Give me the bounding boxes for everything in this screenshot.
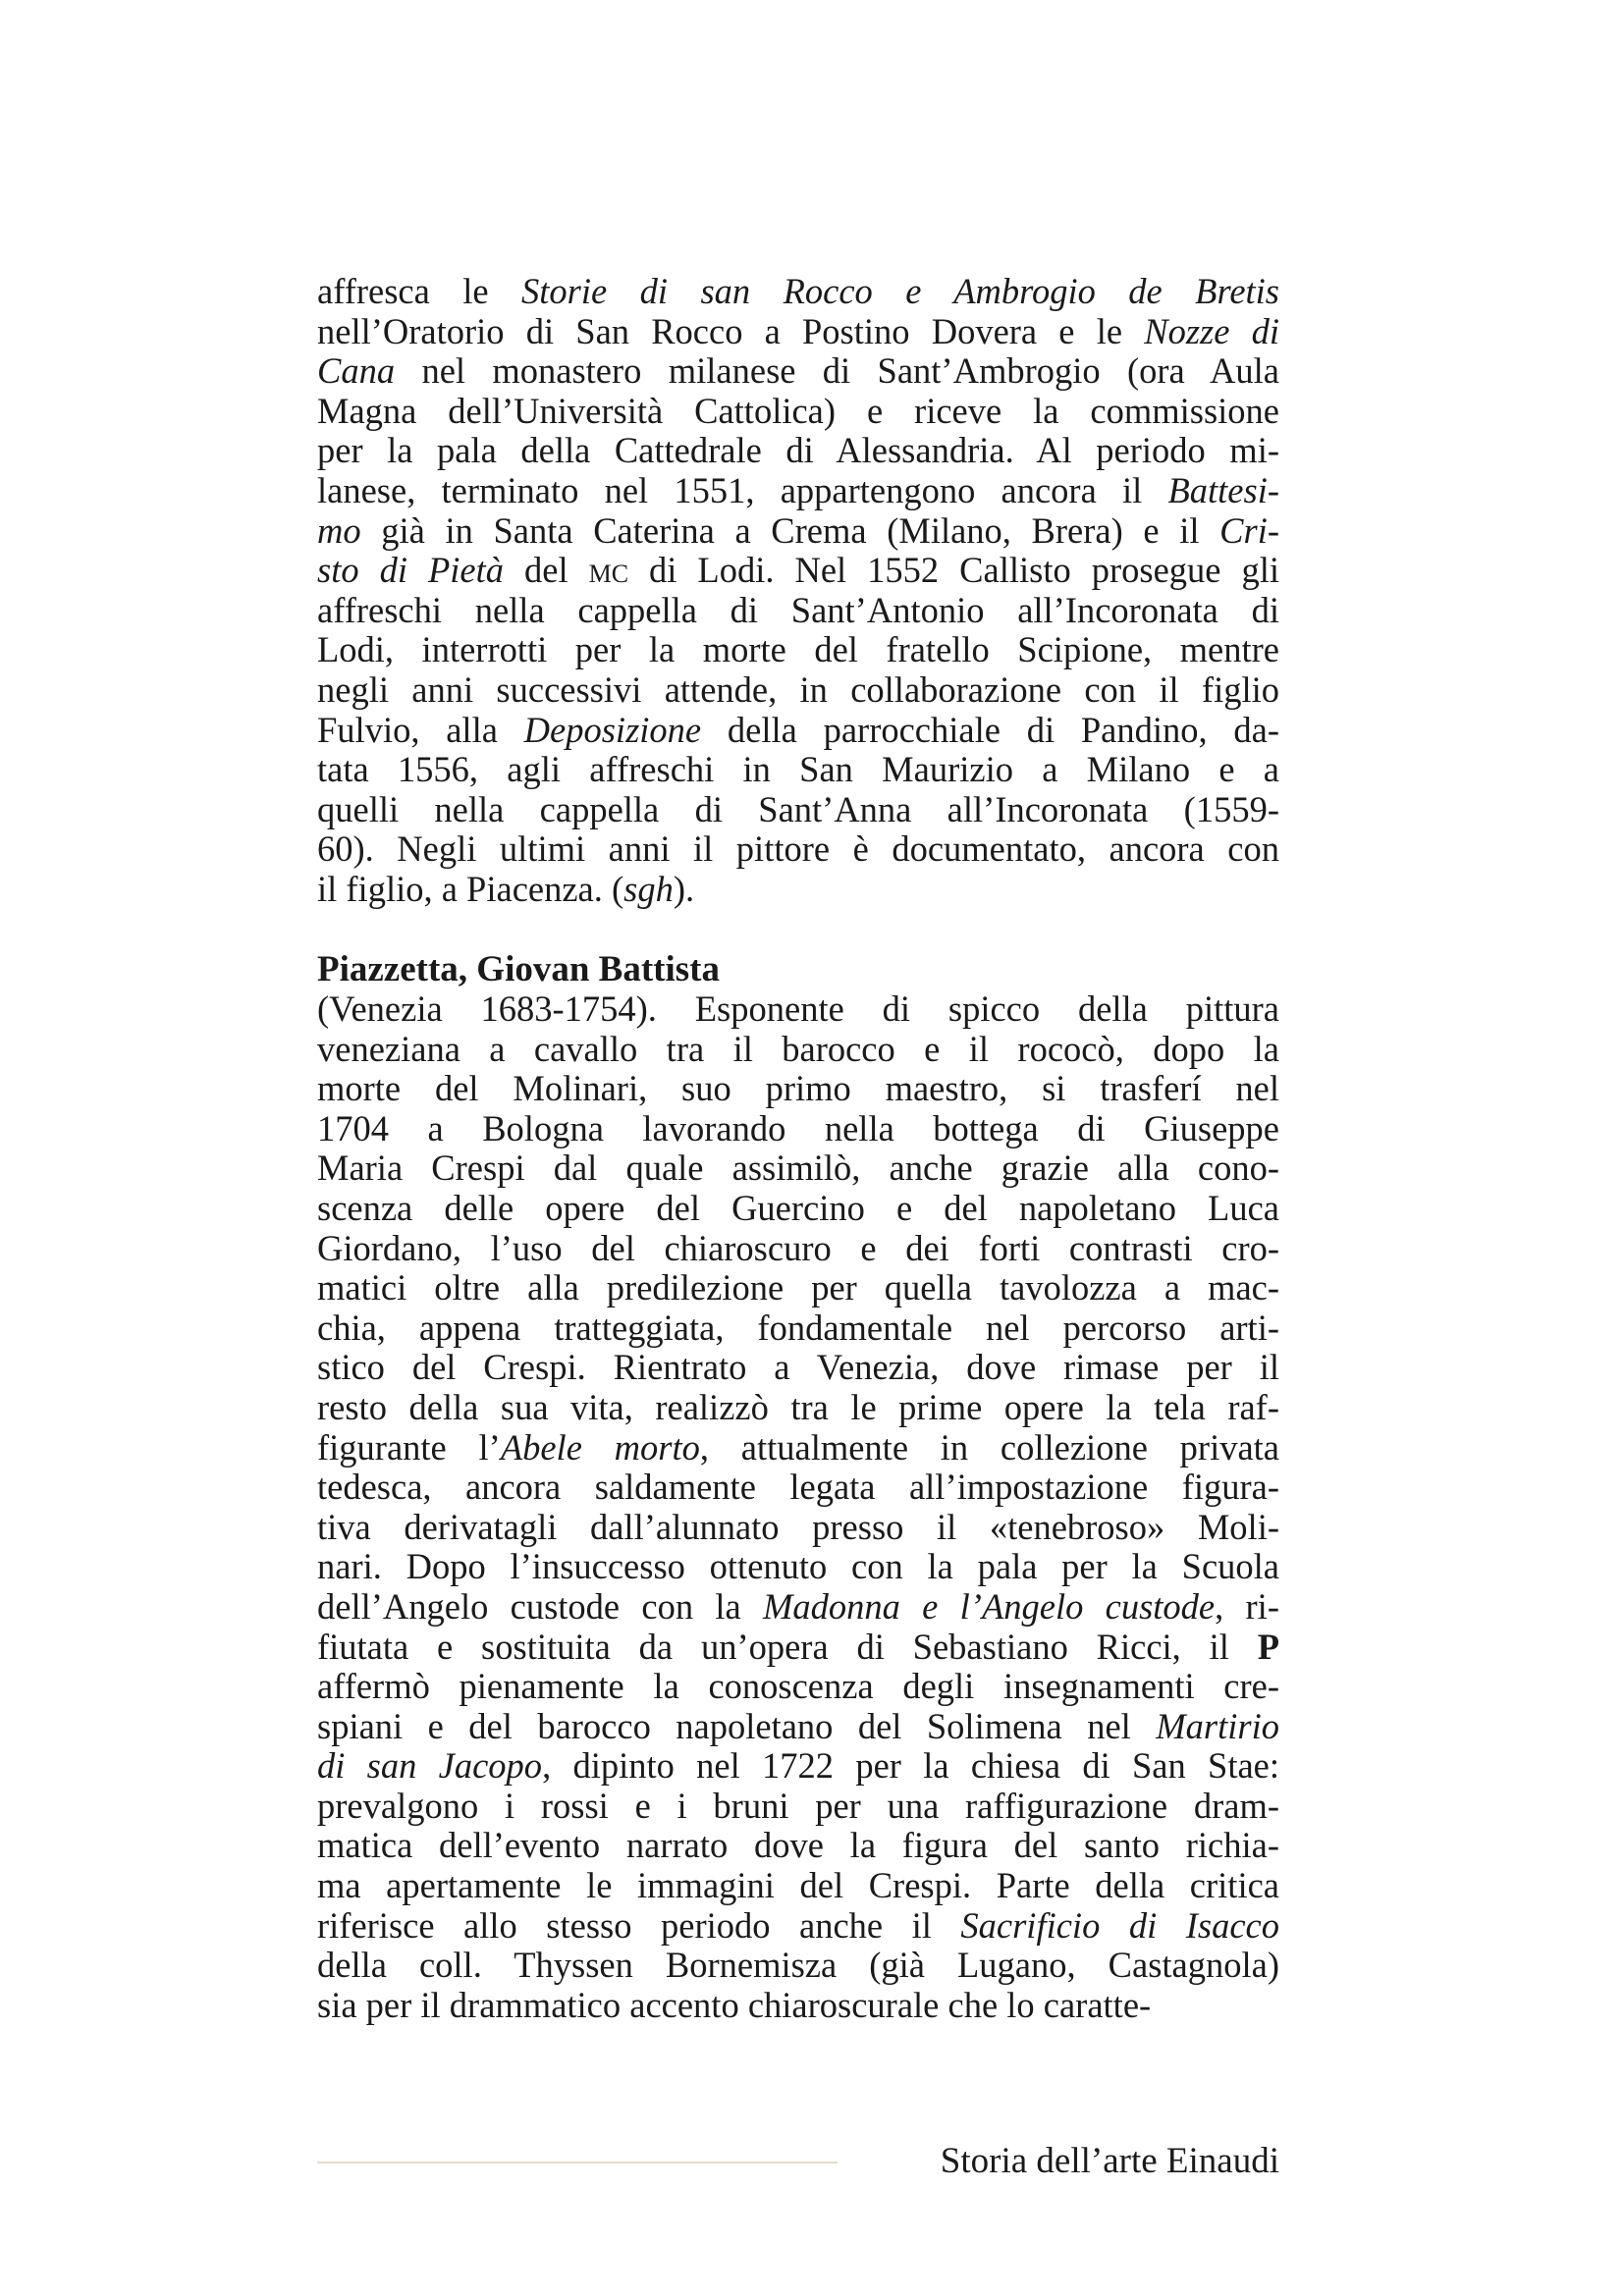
text-line: fiutata e sostituita da un’opera di Sebastiano Ricci, il P [317, 1626, 1279, 1667]
text-line: nari. Dopo l’insuccesso ottenuto con la pala per la Scuola [317, 1546, 1279, 1587]
text-line: matica dell’evento narrato dove la figura del santo richia- [317, 1825, 1279, 1866]
text-line: tedesca, ancora saldamente legata all’impostazione figura- [317, 1467, 1279, 1508]
text-line: Maria Crespi dal quale assimilò, anche grazie alla cono- [317, 1148, 1279, 1189]
text-line: ma apertamente le immagini del Crespi. Parte della critica [317, 1865, 1279, 1906]
text-line: il figlio, a Piacenza. (sgh). [317, 868, 695, 909]
text-line: dell’Angelo custode con la Madonna e l’Angelo custode, ri- [317, 1585, 1279, 1627]
text-line: (Venezia 1683-1754). Esponente di spicco della pittura [317, 988, 1279, 1029]
text-line: morte del Molinari, suo primo maestro, si trasferí nel [317, 1068, 1279, 1109]
text-line: di san Jacopo, dipinto nel 1722 per la chiesa di San Stae: [317, 1745, 1279, 1787]
text-line: Giordano, l’uso del chiaroscuro e dei forti contrasti cro- [317, 1227, 1279, 1268]
text-line: quelli nella cappella di Sant’Anna all’Incoronata (1559- [317, 788, 1279, 829]
text-line: Fulvio, alla Deposizione della parrocchiale di Pandino, da- [317, 709, 1279, 750]
text-line: Magna dell’Università Cattolica) e riceve la commissione [317, 390, 1279, 431]
text-line: spiani e del barocco napoletano del Solimena nel Martirio [317, 1705, 1279, 1746]
text-line: 1704 a Bologna lavorando nella bottega di Giuseppe [317, 1107, 1279, 1148]
previous-entry-text [317, 272, 1279, 910]
text-line: mo già in Santa Caterina a Crema (Milano, Brera) e il Cri- [317, 509, 1279, 551]
text-line: della coll. Thyssen Bornemisza (già Lugano, Castagnola) [317, 1945, 1279, 1986]
text-line: per la pala della Cattedrale di Alessandria. Al periodo mi- [317, 430, 1279, 471]
text-line: prevalgono i rossi e i bruni per una raffigurazione dram- [317, 1785, 1279, 1826]
text-line: Lodi, interrotti per la morte del fratello Scipione, mentre [317, 629, 1279, 670]
text-line: 60). Negli ultimi anni il pittore è documentato, ancora con [317, 828, 1279, 870]
text-line: tiva derivatagli dall’alunnato presso il «tenebroso» Moli- [317, 1506, 1279, 1547]
text-line: matici oltre alla predilezione per quella tavolozza a mac- [317, 1267, 1279, 1308]
text-line: scenza delle opere del Guercino e del napoletano Luca [317, 1187, 1279, 1228]
text-line: negli anni successivi attende, in collaborazione con il figlio [317, 668, 1279, 710]
text-line: tata 1556, agli affreschi in San Maurizio a Milano e a [317, 749, 1279, 790]
text-line: affreschi nella cappella di Sant’Antonio all’Incoronata di [317, 589, 1279, 630]
text-line: veneziana a cavallo tra il barocco e il rococò, dopo la [317, 1028, 1279, 1069]
text-line: affresca le Storie di san Rocco e Ambrogio de Bretis [317, 271, 1280, 311]
footer-rule [317, 2162, 838, 2163]
entry-body-text [317, 989, 1279, 2025]
text-line: nell’Oratorio di San Rocco a Postino Dovera e le Nozze di [317, 310, 1279, 351]
text-line: sia per il drammatico accento chiaroscurale che lo caratte- [317, 1984, 1152, 2025]
text-line: lanese, terminato nel 1551, appartengono ancora il Battesi- [317, 469, 1279, 510]
text-line: sto di Pietà del mc di Lodi. Nel 1552 Callisto prosegue gli [317, 550, 1279, 591]
text-line: chia, appena tratteggiata, fondamentale nel percorso arti- [317, 1307, 1279, 1348]
text-line: resto della sua vita, realizzò tra le prime opere la tela raf- [317, 1386, 1279, 1427]
text-line: Cana nel monastero milanese di Sant’Ambrogio (ora Aula [317, 350, 1279, 392]
entry-heading: Piazzetta, Giovan Battista [317, 949, 720, 989]
text-line: riferisce allo stesso periodo anche il Sacrificio di Isacco [317, 1904, 1279, 1946]
text-line: affermò pienamente la conoscenza degli insegnamenti cre- [317, 1666, 1279, 1707]
text-line: stico del Crespi. Rientrato a Venezia, dove rimase per il [317, 1347, 1279, 1388]
text-line: figurante l’Abele morto, attualmente in collezione privata [317, 1426, 1280, 1468]
footer-title: Storia dell’arte Einaudi [940, 2141, 1279, 2181]
